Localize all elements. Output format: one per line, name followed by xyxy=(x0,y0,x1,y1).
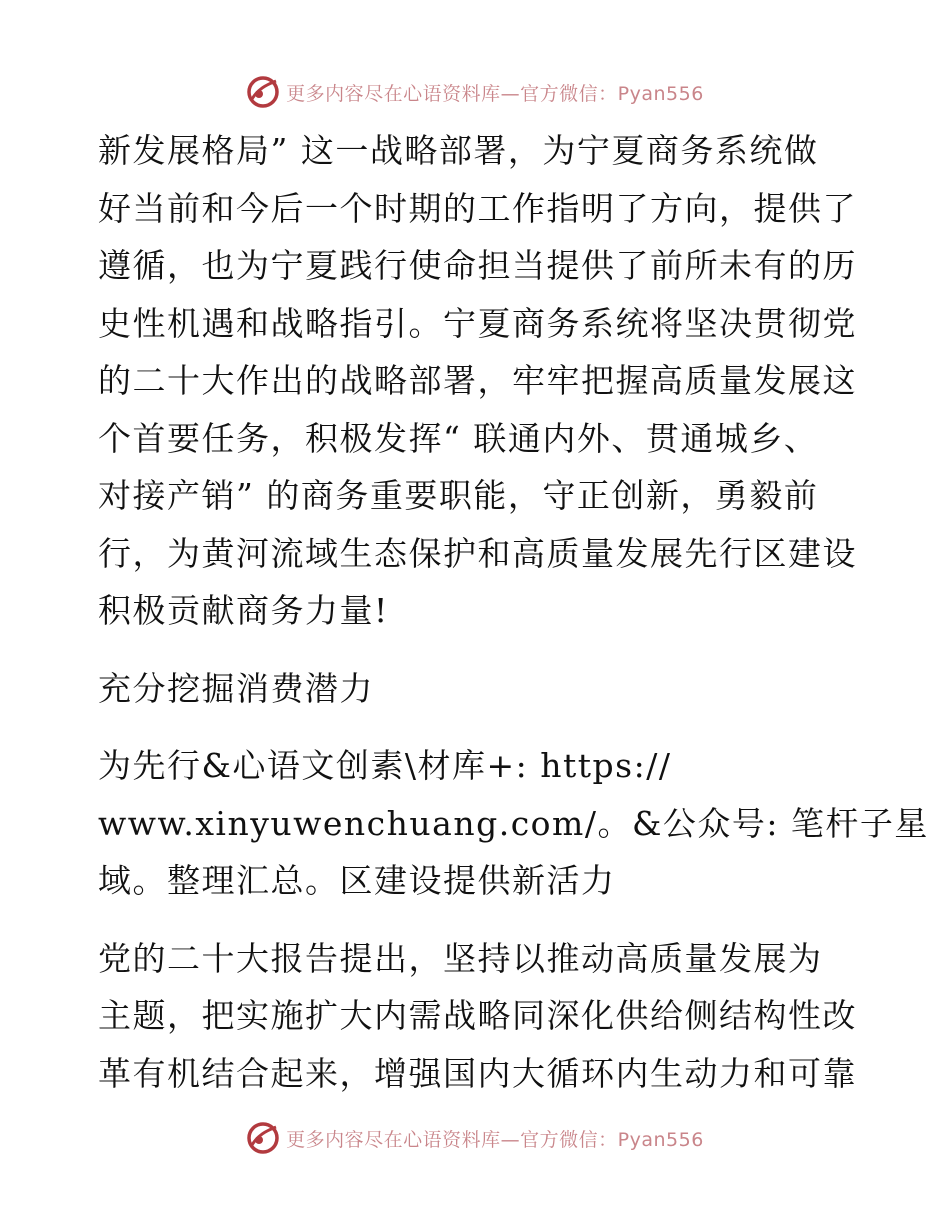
text-line: 积极贡献商务力量! xyxy=(98,591,389,630)
paragraph-1 xyxy=(98,122,858,640)
text-line: 为先行&心语文创素\材库+: https:// xyxy=(98,746,672,785)
text-line: 好当前和今后一个时期的工作指明了方向，提供了 xyxy=(98,188,857,228)
header-watermark-text: 更多内容尽在心语资料库—官方微信：Pyan556 xyxy=(286,82,704,105)
text-line: 遵循，也为宁夏践行使命担当提供了前所未有的历 xyxy=(98,246,857,285)
ink-brush-logo-icon xyxy=(246,1121,280,1155)
text-line: 的二十大作出的战略部署，牢牢把握高质量发展这 xyxy=(98,361,857,400)
footer-watermark-text: 更多内容尽在心语资料库—官方微信：Pyan556 xyxy=(286,1128,704,1151)
paragraph-3 xyxy=(98,930,858,1103)
paragraph-2 xyxy=(98,737,929,910)
header-watermark-banner xyxy=(0,72,950,112)
text-line: 域。整理汇总。区建设提供新活力 xyxy=(98,861,616,900)
text-line: 对接产销” 的商务重要职能，守正创新，勇毅前 xyxy=(98,476,819,515)
text-line: www.xinyuwenchuang.com/。&公众号: 笔杆子星 xyxy=(98,803,929,843)
text-line: 革有机结合起来，增强国内大循环内生动力和可靠 xyxy=(98,1053,857,1093)
text-line: 行，为黄河流域生态保护和高质量发展先行区建设 xyxy=(98,533,857,573)
text-line: 主题，把实施扩大内需战略同深化供给侧结构性改 xyxy=(98,996,857,1035)
text-line: 史性机遇和战略指引。宁夏商务系统将坚决贯彻党 xyxy=(98,303,857,343)
text-line: 个首要任务，积极发挥“ 联通内外、贯通城乡、 xyxy=(98,418,819,458)
section-heading xyxy=(98,660,858,718)
text-line: 党的二十大报告提出，坚持以推动高质量发展为 xyxy=(98,938,823,978)
document-body xyxy=(98,122,929,1102)
heading-line: 充分挖掘消费潜力 xyxy=(98,668,374,708)
ink-brush-logo-icon xyxy=(246,75,280,109)
text-line: 新发展格局” 这一战略部署，为宁夏商务系统做 xyxy=(98,131,819,170)
footer-watermark-banner xyxy=(0,1118,950,1158)
